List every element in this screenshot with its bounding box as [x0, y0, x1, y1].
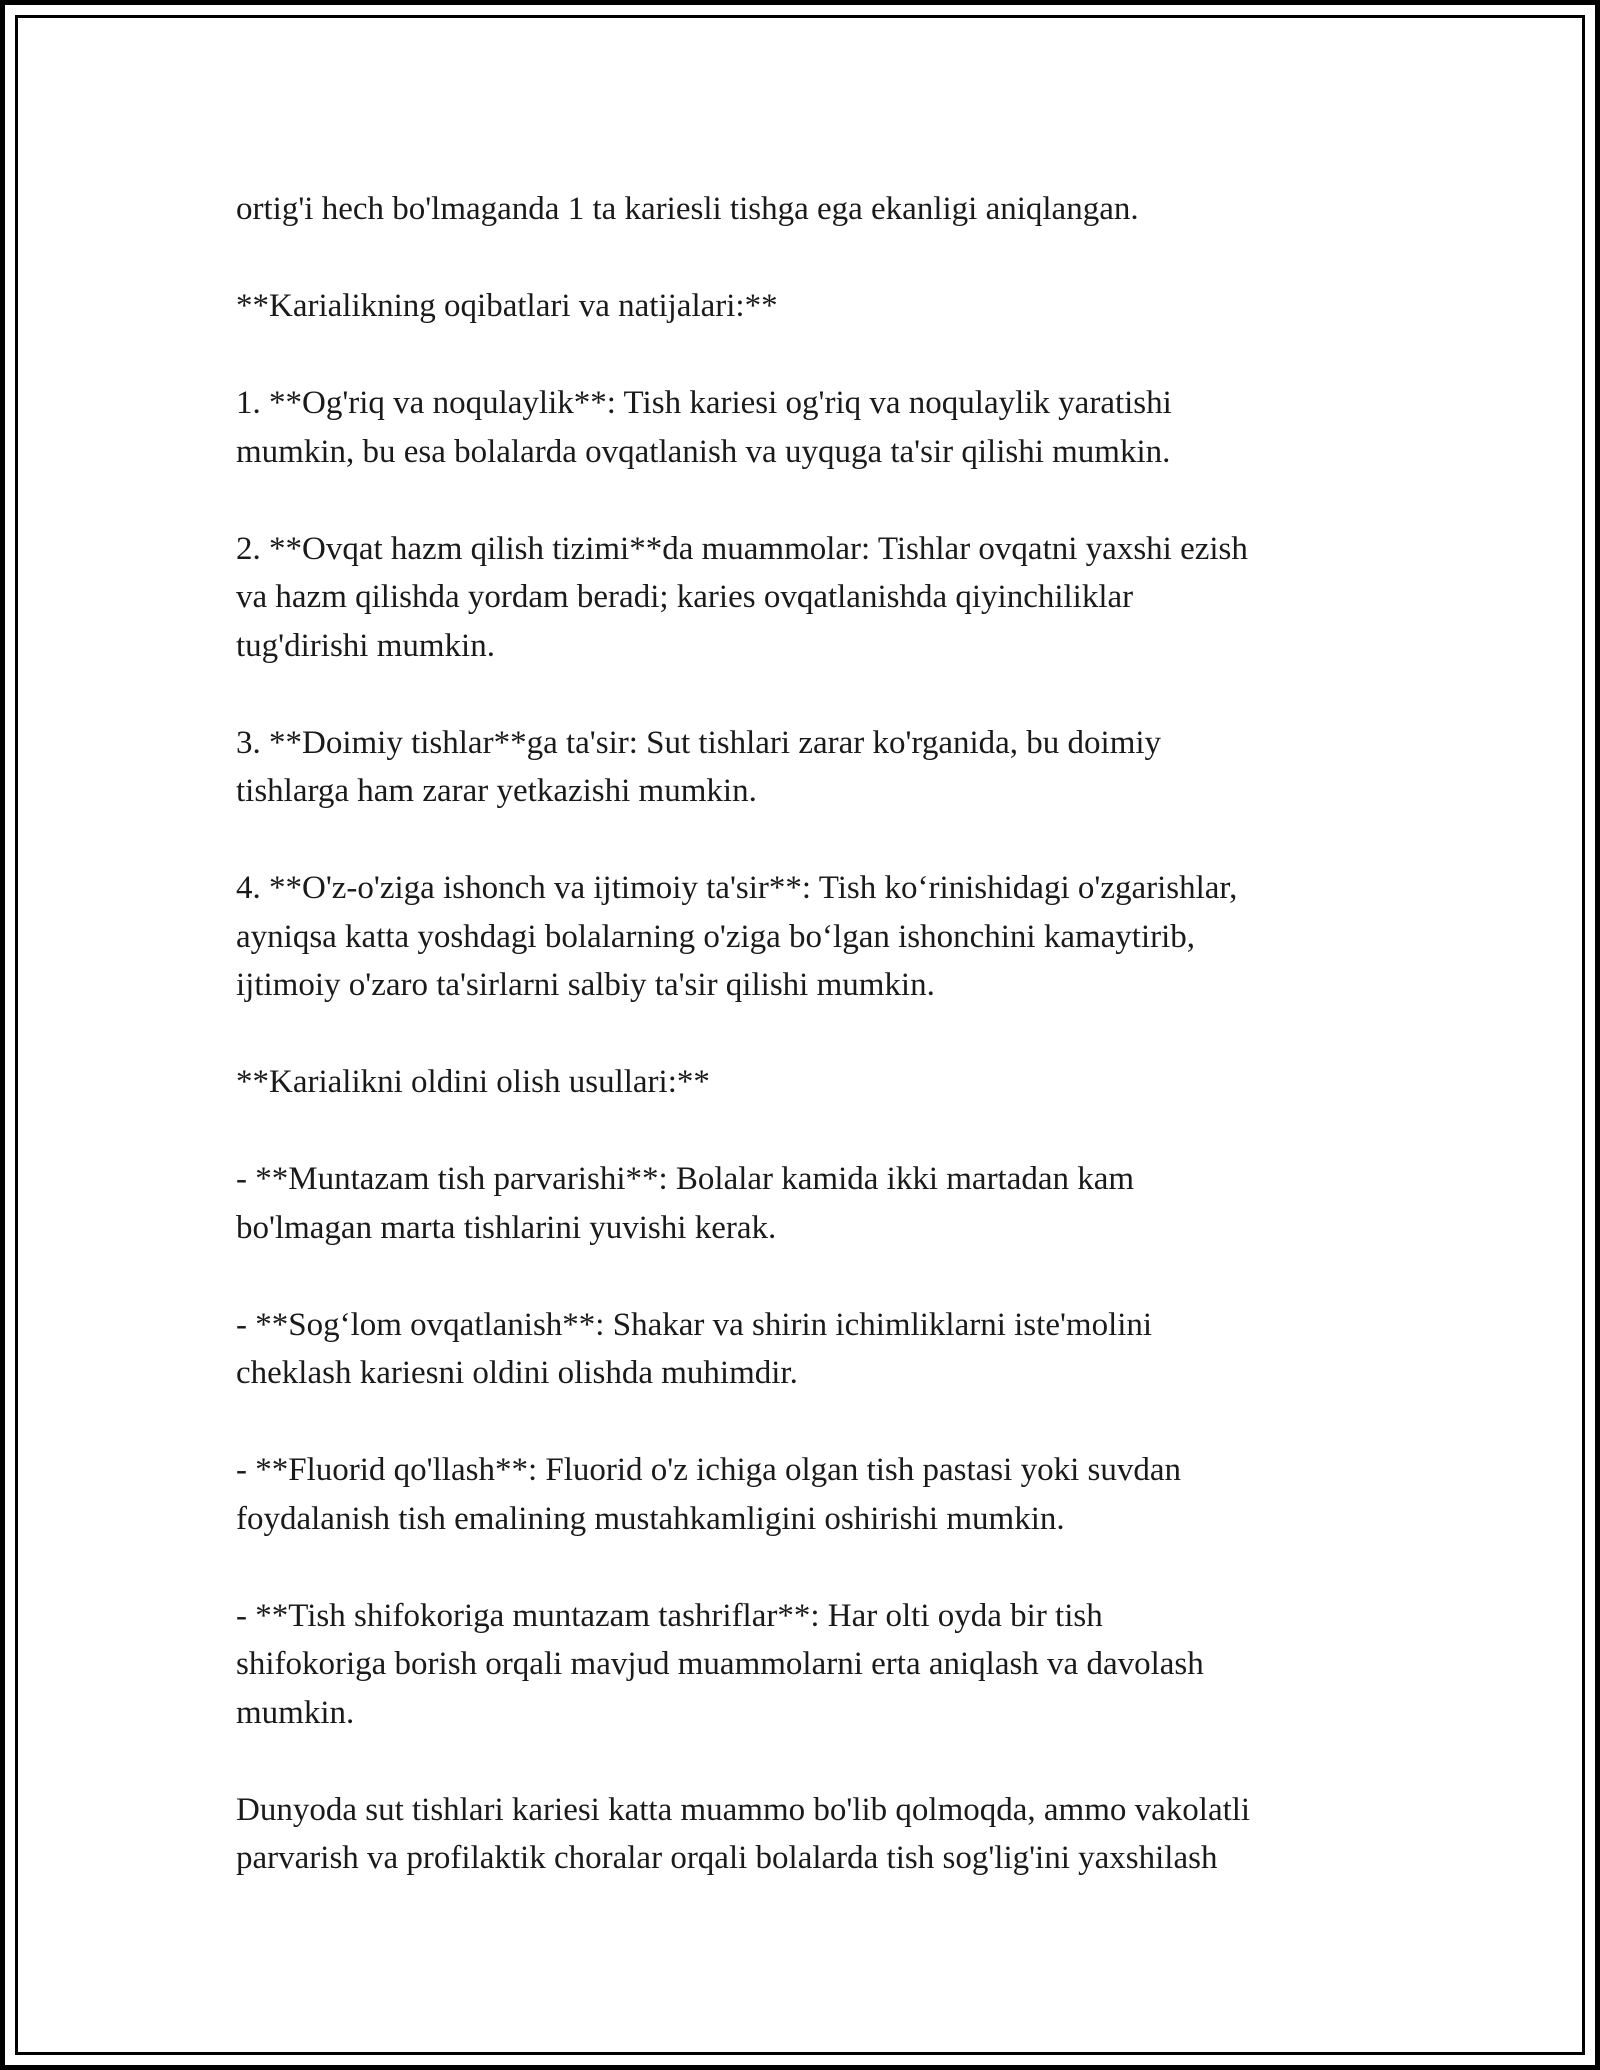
heading-prevention: **Karialikni oldini olish usullari:**: [236, 1064, 710, 1100]
list-item-digestion: 2. **Ovqat hazm qilish tizimi**da muammolar: Tishlar ovqatni yaxshi ezish va hazm qilishda yordam beradi; karies ovqatlanishda qiyinchiliklar tug'dirishi mumkin.: [236, 530, 1248, 664]
paragraph-intro-continuation: ortig'i hech bo'lmaganda 1 ta kariesli tishga ega ekanligi aniqlangan.: [236, 191, 1139, 227]
list-item-pain: 1. **Og'riq va noqulaylik**: Tish kariesi og'riq va noqulaylik yaratishi mumkin, bu esa bolalarda ovqatlanish va uyquga ta'sir qilishi mumkin.: [236, 385, 1172, 470]
list-item-self-confidence: 4. **O'z-o'ziga ishonch va ijtimoiy ta'sir**: Tish ko‘rinishidagi o'zgarishlar, ayniqsa katta yoshdagi bolalarning o'ziga bo‘lgan ishonchini kamaytirib, ijtimoiy o'zaro ta'sirlarni salbiy ta'sir qilishi mumkin.: [236, 870, 1238, 1003]
bullet-healthy-eating: - **Sog‘lom ovqatlanish**: Shakar va shirin ichimliklarni iste'molini cheklash kariesni oldini olishda muhimdir.: [236, 1306, 1153, 1391]
bullet-dentist-visits: - **Tish shifokoriga muntazam tashriflar**: Har olti oyda bir tish shifokoriga borish orqali mavjud muammolarni erta aniqlash va davolash mumkin.: [236, 1597, 1204, 1731]
bullet-fluoride: - **Fluorid qo'llash**: Fluorid o'z ichiga olgan tish pastasi yoki suvdan foydalanish tish emalining mustahkamligini oshirishi mumkin.: [236, 1452, 1181, 1537]
list-item-permanent-teeth: 3. **Doimiy tishlar**ga ta'sir: Sut tishlari zarar ko'rganida, bu doimiy tishlarga ham zarar yetkazishi mumkin.: [236, 724, 1162, 809]
heading-consequences: **Karialikning oqibatlari va natijalari:**: [236, 288, 778, 324]
document-body: [236, 185, 1416, 1883]
paragraph-conclusion: Dunyoda sut tishlari kariesi katta muammo bo'lib qolmoqda, ammo vakolatli parvarish va profilaktik choralar orqali bolalarda tish sog'lig'ini yaxshilash: [236, 1791, 1251, 1876]
bullet-regular-care: - **Muntazam tish parvarishi**: Bolalar kamida ikki martadan kam bo'lmagan marta tishlarini yuvishi kerak.: [236, 1161, 1135, 1246]
